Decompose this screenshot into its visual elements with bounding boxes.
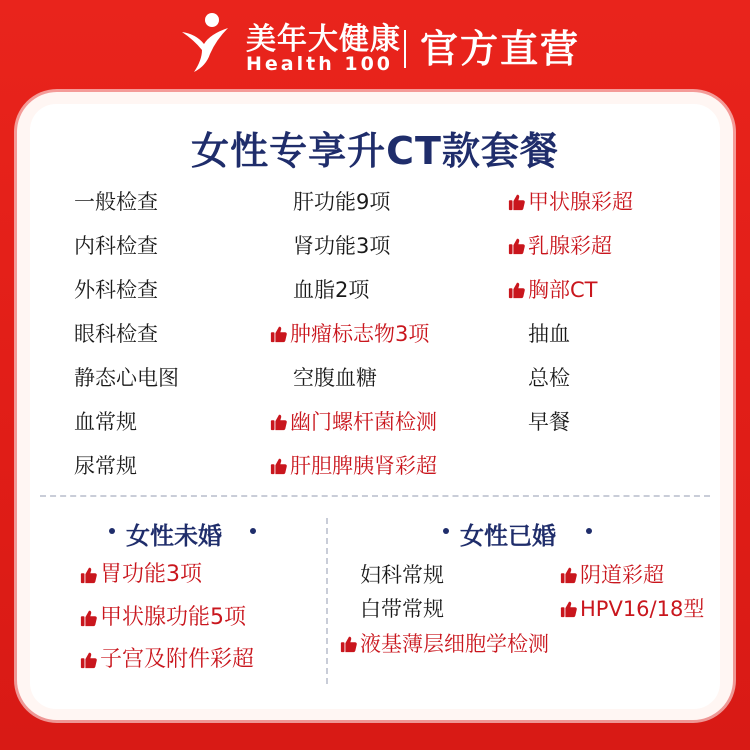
brand-name-cn: 美年大健康 [246, 22, 401, 57]
thumbs-up-icon [508, 281, 526, 299]
bullet-dot [586, 528, 592, 534]
unmarried-title: 女性未婚 [126, 522, 222, 550]
bullet-dot [109, 528, 115, 534]
unmarried-item: 胃功能3项 [80, 561, 202, 589]
header [0, 0, 750, 95]
thumbs-up-icon [508, 237, 526, 255]
package-item-highlight: 乳腺彩超 [508, 232, 612, 260]
bullet-dot [443, 528, 449, 534]
unmarried-item: 子宫及附件彩超 [80, 646, 254, 674]
package-item: 内科检查 [74, 234, 158, 258]
package-item-highlight: 肿瘤标志物3项 [270, 320, 429, 348]
bullet-dot [250, 528, 256, 534]
package-item: 空腹血糖 [293, 366, 377, 390]
package-item: 静态心电图 [74, 366, 179, 390]
thumbs-up-icon [80, 609, 98, 627]
package-item: 尿常规 [74, 454, 137, 478]
column-divider [326, 518, 328, 684]
married-item: 白带常规 [360, 597, 444, 621]
package-item: 总检 [528, 366, 570, 390]
package-item: 血常规 [74, 410, 137, 434]
married-title: 女性已婚 [460, 522, 556, 550]
married-item-highlight: HPV16/18型 [560, 595, 704, 623]
package-item: 血脂2项 [293, 278, 370, 302]
package-item: 肝功能9项 [293, 190, 391, 214]
package-item-highlight: 幽门螺杆菌检测 [270, 408, 437, 436]
package-item-highlight: 胸部CT [508, 276, 598, 304]
thumbs-up-icon [340, 635, 358, 653]
thumbs-up-icon [560, 600, 578, 618]
married-item-highlight: 阴道彩超 [560, 561, 664, 589]
page-title: 女性专享升CT款套餐 [191, 129, 559, 173]
package-item: 早餐 [528, 410, 570, 434]
package-item: 眼科检查 [74, 322, 158, 346]
thumbs-up-icon [270, 457, 288, 475]
package-item: 一般检查 [74, 190, 158, 214]
package-item: 抽血 [528, 322, 570, 346]
official-store-tag: 官方直营 [420, 27, 581, 71]
brand-name-en: Health 100 [246, 53, 394, 75]
thumbs-up-icon [80, 651, 98, 669]
unmarried-item: 甲状腺功能5项 [80, 604, 246, 632]
health100-logo-icon [176, 10, 242, 76]
thumbs-up-icon [270, 325, 288, 343]
thumbs-up-icon [270, 413, 288, 431]
thumbs-up-icon [508, 193, 526, 211]
married-item-highlight: 液基薄层细胞学检测 [340, 630, 549, 658]
married-item: 妇科常规 [360, 563, 444, 587]
thumbs-up-icon [80, 566, 98, 584]
brand-divider [404, 30, 406, 68]
package-item-highlight: 甲状腺彩超 [508, 188, 633, 216]
package-item: 肾功能3项 [293, 234, 391, 258]
section-divider [40, 495, 710, 497]
package-item-highlight: 肝胆脾胰肾彩超 [270, 452, 437, 480]
thumbs-up-icon [560, 566, 578, 584]
package-item: 外科检查 [74, 278, 158, 302]
